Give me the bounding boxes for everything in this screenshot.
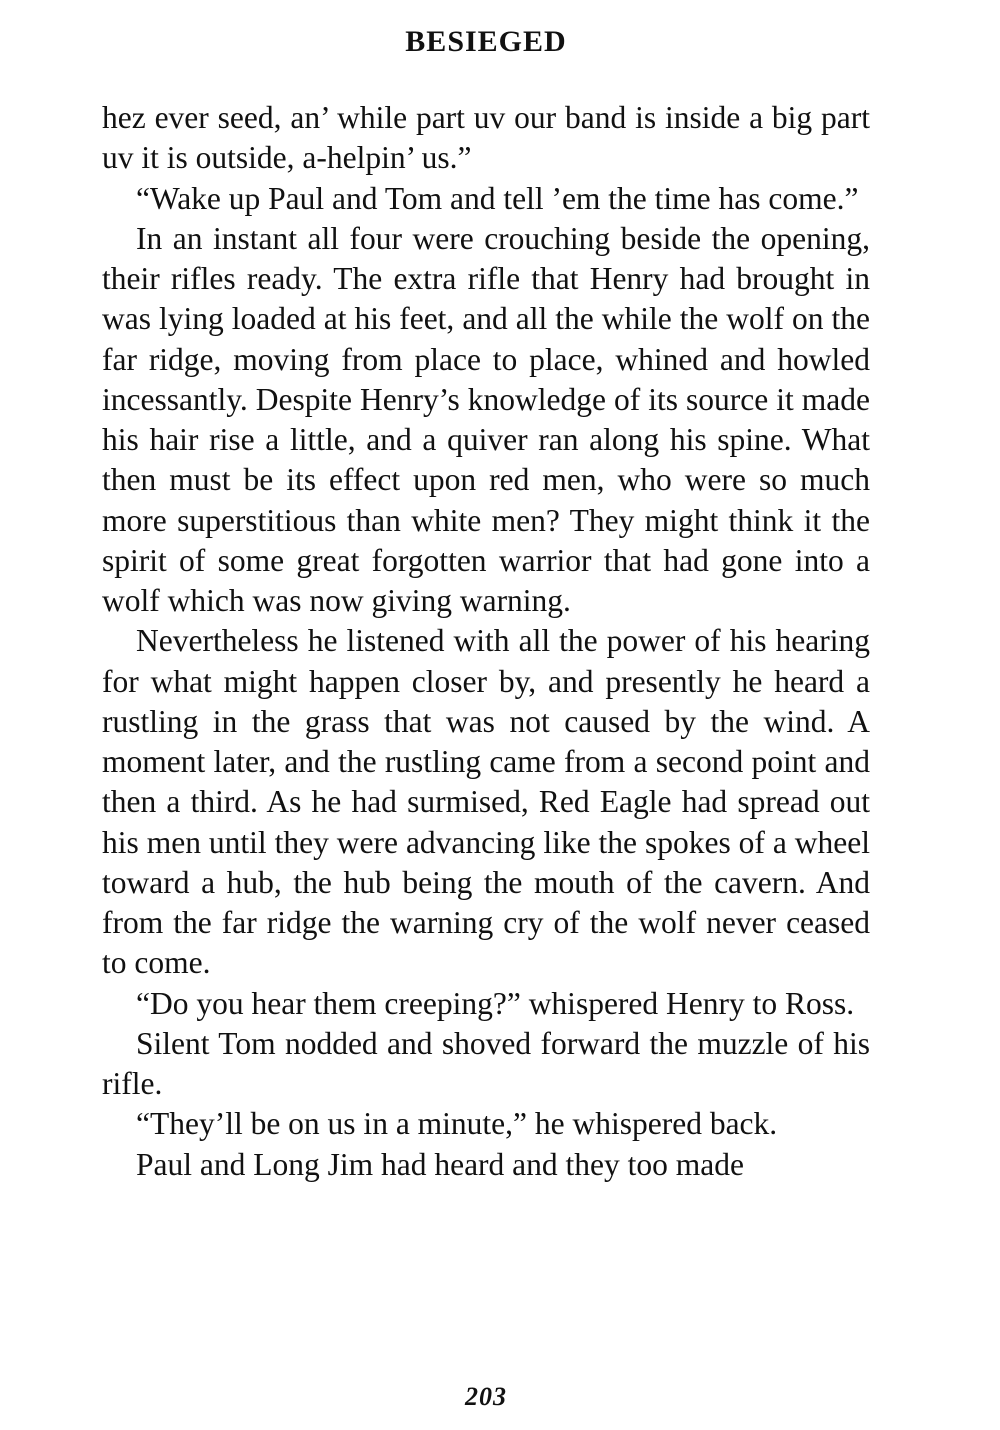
paragraph: In an instant all four were crouching beside the opening, their rifles ready. The extra rifle that Henry had brought in was lying loaded at his feet, and all the while the wolf on the far ridge, moving from place to place, whined and howled incessantly. Despite Henry’s knowledge of its source it made his hair rise a little, and a quiver ran along his spine. What then must be its effect upon red men, who were so much more superstitious than white men? They might think it the spirit of some great forgotten warrior that had gone into a wolf which was now giving warning. (102, 220, 870, 618)
running-head: BESIEGED (405, 25, 567, 58)
paragraph: “Do you hear them creeping?” whispered Henry to Ross. (136, 985, 855, 1021)
paragraph: Paul and Long Jim had heard and they too made (136, 1146, 744, 1182)
book-page (102, 22, 870, 1412)
paragraph: “Wake up Paul and Tom and tell ’em the time has come.” (136, 180, 859, 216)
body-text (102, 98, 870, 1185)
page-number: 203 (465, 1382, 507, 1411)
paragraph: “They’ll be on us in a minute,” he whispered back. (136, 1106, 778, 1142)
paragraph: Silent Tom nodded and shoved forward the muzzle of his rifle. (102, 1025, 870, 1101)
paragraph: hez ever seed, an’ while part uv our band is inside a big part uv it is outside, a-helpin’ us.” (102, 100, 870, 176)
paragraph: Nevertheless he listened with all the power of his hearing for what might happen closer by, and presently he heard a rustling in the grass that was not caused by the wind. A moment later, and the rustling came from a second point and then a third. As he had surmised, Red Eagle had spread out his men until they were advancing like the spokes of a wheel toward a hub, the hub being the mouth of the cavern. And from the far ridge the warning cry of the wolf never ceased to come. (102, 623, 870, 981)
